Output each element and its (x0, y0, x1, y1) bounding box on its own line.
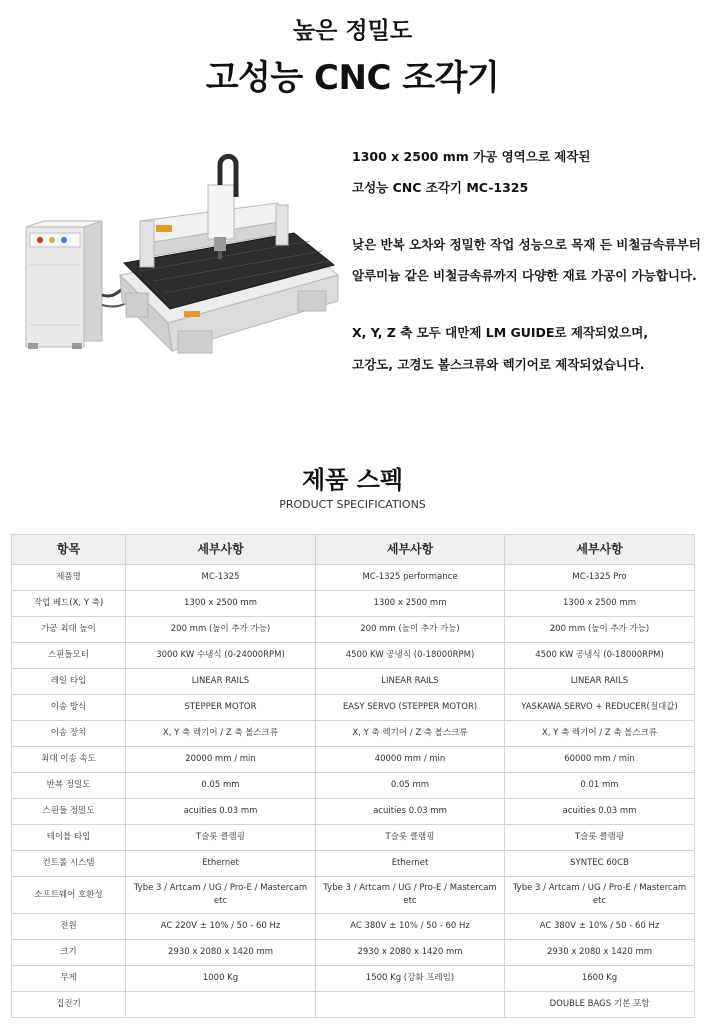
header-item: 항목 (12, 535, 126, 565)
header-detail: 세부사항 (126, 535, 316, 565)
table-row (12, 877, 695, 914)
spec-value-cell: 1500 Kg (강화 프레임) (316, 966, 505, 992)
table-row (12, 643, 695, 669)
spec-value-cell: X, Y 축 렉기어 / Z 축 볼스크류 (126, 721, 316, 747)
specs-body (12, 565, 695, 1018)
spec-label-cell: 스핀들 정밀도 (12, 799, 126, 825)
spec-value-cell: 1000 Kg (126, 966, 316, 992)
table-row (12, 695, 695, 721)
spec-value-cell: LINEAR RAILS (126, 669, 316, 695)
spec-value-cell: 0.05 mm (316, 773, 505, 799)
spec-value-cell: 200 mm (높이 추가 가능) (505, 617, 695, 643)
spec-value-cell: 2930 x 2080 x 1420 mm (126, 940, 316, 966)
spec-value-cell: 20000 mm / min (126, 747, 316, 773)
table-row (12, 721, 695, 747)
intro-line: 1300 x 2500 mm 가공 영역으로 제작된 (352, 149, 591, 164)
intro-line: 낮은 반복 오차와 정밀한 작업 성능으로 목재 든 비철금속류부터 (352, 237, 701, 252)
spec-label-cell: 전원 (12, 914, 126, 940)
intro-line: 고성능 CNC 조각기 MC-1325 (352, 180, 529, 195)
table-row (12, 914, 695, 940)
intro-line: 알루미늄 같은 비철금속류까지 다양한 재료 가공이 가능합니다. (352, 268, 697, 283)
spec-value-cell: acuities 0.03 mm (316, 799, 505, 825)
table-row (12, 992, 695, 1018)
spec-value-cell: 0.01 mm (505, 773, 695, 799)
table-row (12, 825, 695, 851)
table-row (12, 940, 695, 966)
spec-value-cell: DOUBLE BAGS 기본 포함 (505, 992, 695, 1018)
spec-value-cell: Ethernet (126, 851, 316, 877)
spec-label-cell: 스핀들모터 (12, 643, 126, 669)
spec-value-cell: Tybe 3 / Artcam / UG / Pro-E / Mastercam etc (126, 877, 316, 914)
spec-value-cell: SYNTEC 60CB (505, 851, 695, 877)
spec-value-cell: 4500 KW 공냉식 (0-18000RPM) (505, 643, 695, 669)
spec-value-cell: 1600 Kg (505, 966, 695, 992)
spec-value-cell: X, Y 축 렉기어 / Z 축 볼스크류 (505, 721, 695, 747)
spec-value-cell: AC 380V ± 10% / 50 - 60 Hz (505, 914, 695, 940)
spec-label-cell: 크기 (12, 940, 126, 966)
table-row (12, 966, 695, 992)
table-row (12, 565, 695, 591)
spec-value-cell: 1300 x 2500 mm (126, 591, 316, 617)
spec-label-cell: 테이블 타입 (12, 825, 126, 851)
header-detail: 세부사항 (316, 535, 505, 565)
table-row (12, 851, 695, 877)
spec-value-cell (126, 992, 316, 1018)
page-title: 고성능 CNC 조각기 (205, 58, 500, 98)
table-row (12, 617, 695, 643)
spec-value-cell: MC-1325 performance (316, 565, 505, 591)
spec-value-cell: acuities 0.03 mm (126, 799, 316, 825)
spec-value-cell: 2930 x 2080 x 1420 mm (316, 940, 505, 966)
intro-line: X, Y, Z 축 모두 대만제 LM GUIDE로 제작되었으며, (352, 325, 649, 340)
spec-label-cell: 레일 타입 (12, 669, 126, 695)
spec-value-cell: LINEAR RAILS (316, 669, 505, 695)
table-row (12, 669, 695, 695)
spec-value-cell: Tybe 3 / Artcam / UG / Pro-E / Mastercam etc (505, 877, 695, 914)
spec-value-cell: AC 380V ± 10% / 50 - 60 Hz (316, 914, 505, 940)
specs-title: 제품 스펙 (301, 466, 404, 494)
spec-value-cell: T슬롯 클램핑 (126, 825, 316, 851)
spec-value-cell: MC-1325 (126, 565, 316, 591)
spec-value-cell: 3000 KW 수냉식 (0-24000RPM) (126, 643, 316, 669)
spec-value-cell: LINEAR RAILS (505, 669, 695, 695)
spec-value-cell: X, Y 축 렉기어 / Z 축 볼스크류 (316, 721, 505, 747)
spec-label-cell: 최대 이송 속도 (12, 747, 126, 773)
spec-value-cell: MC-1325 Pro (505, 565, 695, 591)
spec-label-cell: 무게 (12, 966, 126, 992)
spec-value-cell (316, 992, 505, 1018)
table-row (12, 591, 695, 617)
specs-header-row (12, 535, 695, 565)
spec-label-cell: 반복 정밀도 (12, 773, 126, 799)
spec-value-cell: acuities 0.03 mm (505, 799, 695, 825)
specs-table (11, 534, 695, 1018)
table-row (12, 773, 695, 799)
spec-label-cell: 이송 장치 (12, 721, 126, 747)
spec-value-cell: 60000 mm / min (505, 747, 695, 773)
spec-value-cell: STEPPER MOTOR (126, 695, 316, 721)
spec-value-cell: EASY SERVO (STEPPER MOTOR) (316, 695, 505, 721)
spec-value-cell: Tybe 3 / Artcam / UG / Pro-E / Mastercam etc (316, 877, 505, 914)
spec-value-cell: YASKAWA SERVO + REDUCER(절대값) (505, 695, 695, 721)
intro-line: 고강도, 고경도 볼스크류와 렉기어로 제작되었습니다. (352, 357, 645, 372)
specs-subtitle: PRODUCT SPECIFICATIONS (279, 498, 426, 511)
cnc-machine-image (8, 125, 340, 405)
spec-label-cell: 컨트롤 시스템 (12, 851, 126, 877)
spec-label-cell: 소프트웨어 호환성 (12, 877, 126, 914)
spec-label-cell: 제품명 (12, 565, 126, 591)
spec-value-cell: 200 mm (높이 추가 가능) (316, 617, 505, 643)
spec-value-cell: Ethernet (316, 851, 505, 877)
spec-label-cell: 이송 방식 (12, 695, 126, 721)
spec-value-cell: 200 mm (높이 추가 가능) (126, 617, 316, 643)
spec-value-cell: T슬롯 클램핑 (316, 825, 505, 851)
table-row (12, 799, 695, 825)
table-row (12, 747, 695, 773)
spec-value-cell: 1300 x 2500 mm (505, 591, 695, 617)
spec-value-cell: 2930 x 2080 x 1420 mm (505, 940, 695, 966)
spec-value-cell: AC 220V ± 10% / 50 - 60 Hz (126, 914, 316, 940)
spec-value-cell: 1300 x 2500 mm (316, 591, 505, 617)
spec-value-cell: 0.05 mm (126, 773, 316, 799)
page-subtitle: 높은 정밀도 (292, 18, 413, 44)
spec-value-cell: T슬롯 클램핑 (505, 825, 695, 851)
header-detail: 세부사항 (505, 535, 695, 565)
spec-label-cell: 작업 베드(X, Y 축) (12, 591, 126, 617)
spec-value-cell: 4500 KW 공냉식 (0-18000RPM) (316, 643, 505, 669)
spec-value-cell: 40000 mm / min (316, 747, 505, 773)
spec-label-cell: 가공 최대 높이 (12, 617, 126, 643)
spec-label-cell: 집진기 (12, 992, 126, 1018)
